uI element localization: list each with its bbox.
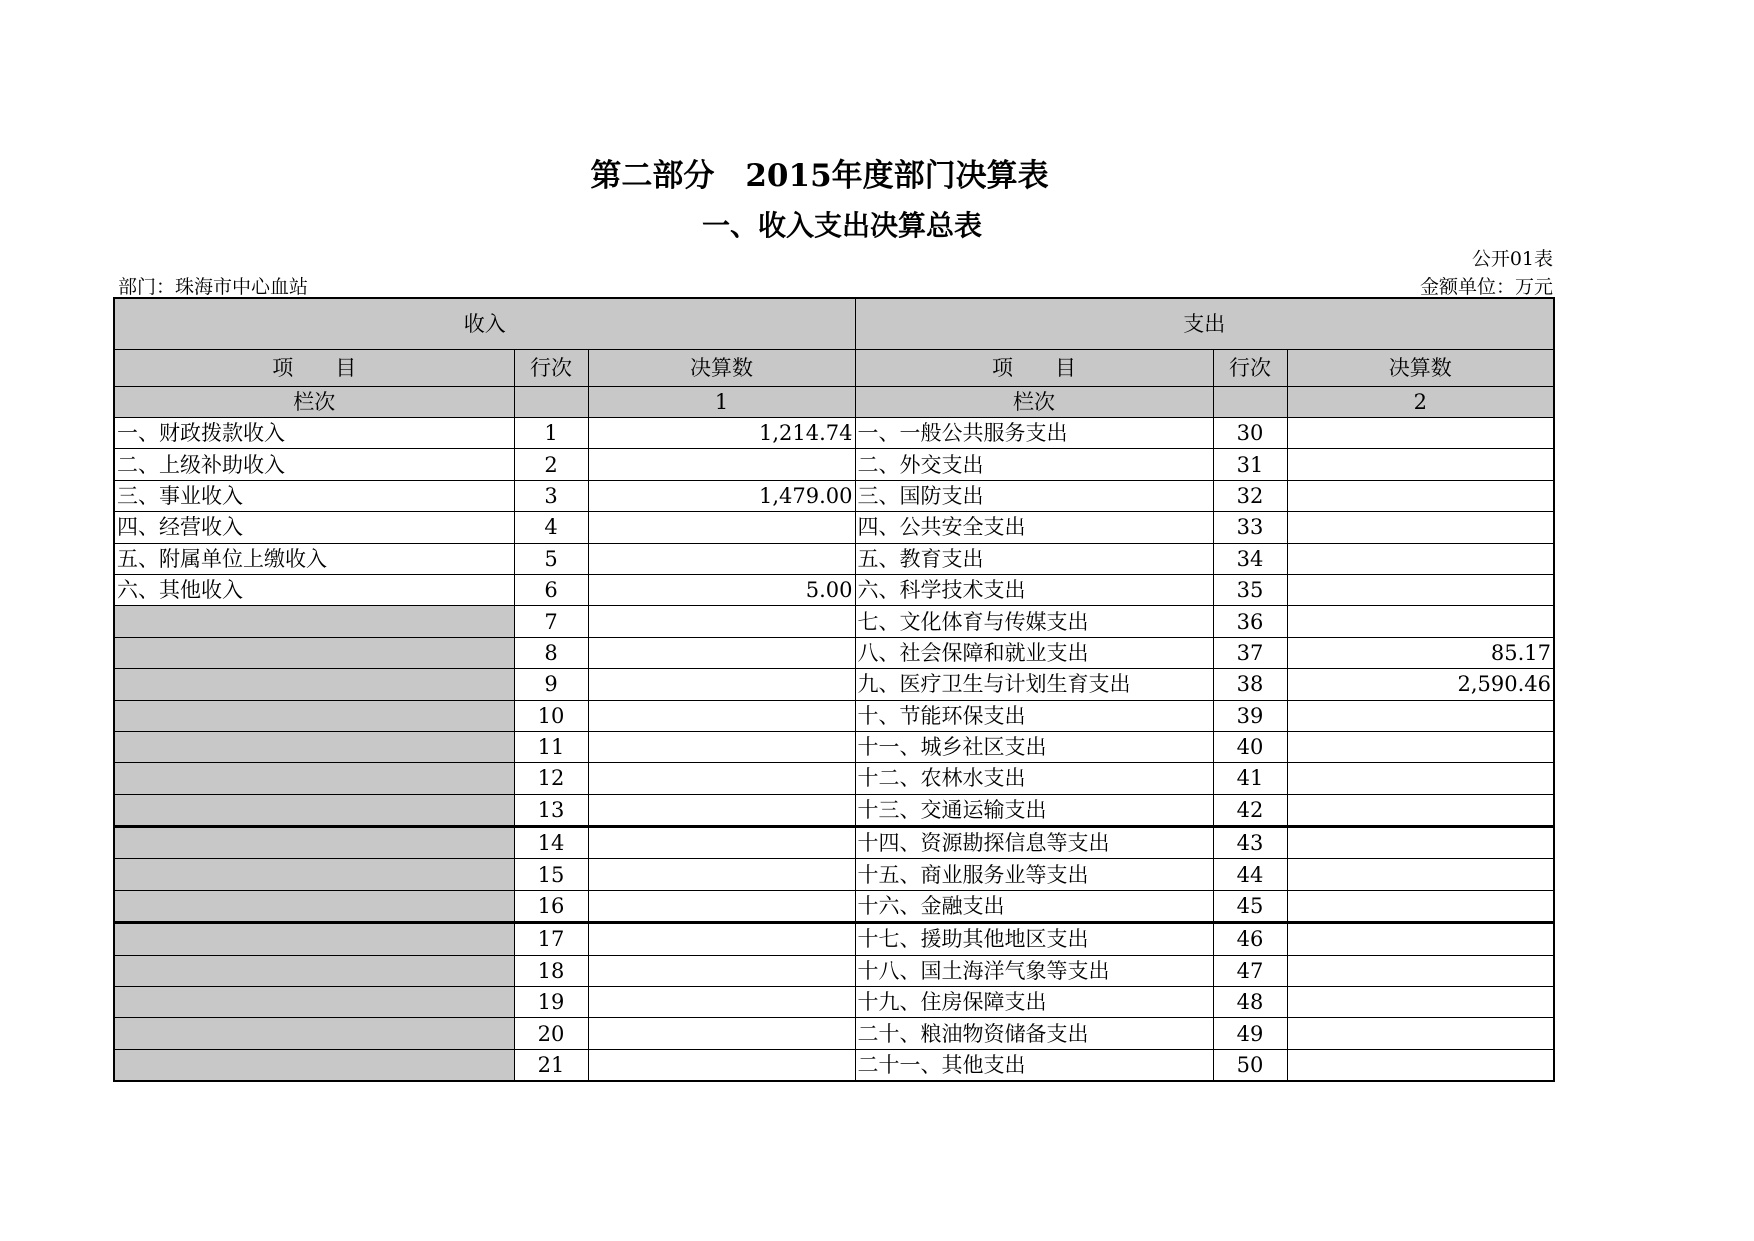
expense-line-cell: 47 bbox=[1213, 955, 1287, 986]
expense-item-cell: 十二、农林水支出 bbox=[855, 763, 1213, 794]
expense-line-cell: 46 bbox=[1213, 923, 1287, 955]
expense-amount-cell bbox=[1287, 955, 1554, 986]
expense-item-cell: 二十、粮油物资储备支出 bbox=[855, 1018, 1213, 1049]
expense-amount-cell bbox=[1287, 418, 1554, 449]
income-header: 收入 bbox=[114, 298, 855, 350]
table-row bbox=[114, 1049, 1554, 1081]
expense-line-cell: 45 bbox=[1213, 890, 1287, 922]
expense-column-blank bbox=[1213, 387, 1287, 418]
expense-item-cell: 九、医疗卫生与计划生育支出 bbox=[855, 669, 1213, 700]
income-line-cell: 19 bbox=[514, 987, 588, 1018]
income-line-cell: 6 bbox=[514, 574, 588, 605]
expense-amount-cell bbox=[1287, 543, 1554, 574]
table-row bbox=[114, 418, 1554, 449]
income-item-cell bbox=[114, 700, 514, 731]
table-row bbox=[114, 1018, 1554, 1049]
income-line-cell: 4 bbox=[514, 512, 588, 543]
expense-amount-cell bbox=[1287, 1018, 1554, 1049]
income-line-cell: 1 bbox=[514, 418, 588, 449]
income-line-cell: 10 bbox=[514, 700, 588, 731]
expense-line-cell: 40 bbox=[1213, 731, 1287, 762]
income-line-cell: 9 bbox=[514, 669, 588, 700]
table-row bbox=[114, 955, 1554, 986]
income-item-cell bbox=[114, 606, 514, 637]
income-item-cell bbox=[114, 637, 514, 668]
income-amount-cell bbox=[588, 449, 855, 480]
expense-column-label: 栏次 bbox=[855, 387, 1213, 418]
expense-amount-cell bbox=[1287, 987, 1554, 1018]
table-code: 公开01表 bbox=[1471, 248, 1553, 270]
expense-item-cell: 三、国防支出 bbox=[855, 480, 1213, 511]
expense-amount-cell bbox=[1287, 859, 1554, 890]
income-amount-cell bbox=[588, 987, 855, 1018]
unit-label: 金额单位：万元 bbox=[1419, 276, 1553, 298]
income-line-cell: 2 bbox=[514, 449, 588, 480]
expense-amount-cell bbox=[1287, 574, 1554, 605]
income-line-cell: 14 bbox=[514, 827, 588, 859]
income-amount-cell: 1,214.74 bbox=[588, 418, 855, 449]
expense-item-cell: 十、节能环保支出 bbox=[855, 700, 1213, 731]
income-line-cell: 21 bbox=[514, 1049, 588, 1081]
expense-item-cell: 四、公共安全支出 bbox=[855, 512, 1213, 543]
report-title: 第二部分 2015年度部门决算表 bbox=[590, 158, 1049, 194]
expense-item-cell: 二十一、其他支出 bbox=[855, 1049, 1213, 1081]
income-amount-cell bbox=[588, 731, 855, 762]
income-line-cell: 17 bbox=[514, 923, 588, 955]
report-subtitle: 一、收入支出决算总表 bbox=[701, 209, 982, 242]
table-row bbox=[114, 859, 1554, 890]
expense-amount-cell bbox=[1287, 890, 1554, 922]
expense-line-cell: 39 bbox=[1213, 700, 1287, 731]
table-row bbox=[114, 574, 1554, 605]
income-line-cell: 11 bbox=[514, 731, 588, 762]
expense-item-cell: 七、文化体育与传媒支出 bbox=[855, 606, 1213, 637]
income-amount-cell bbox=[588, 859, 855, 890]
expense-amount-header: 决算数 bbox=[1287, 350, 1554, 387]
income-amount-cell bbox=[588, 763, 855, 794]
income-item-cell bbox=[114, 955, 514, 986]
income-amount-cell bbox=[588, 669, 855, 700]
income-item-cell bbox=[114, 1049, 514, 1081]
expense-line-cell: 48 bbox=[1213, 987, 1287, 1018]
expense-amount-cell bbox=[1287, 731, 1554, 762]
income-line-cell: 8 bbox=[514, 637, 588, 668]
expense-item-cell: 十五、商业服务业等支出 bbox=[855, 859, 1213, 890]
income-item-cell bbox=[114, 890, 514, 922]
income-line-cell: 13 bbox=[514, 794, 588, 826]
expense-amount-cell bbox=[1287, 700, 1554, 731]
expense-column-number: 2 bbox=[1287, 387, 1554, 418]
table-row bbox=[114, 794, 1554, 826]
expense-item-header: 项 目 bbox=[855, 350, 1213, 387]
income-amount-header: 决算数 bbox=[588, 350, 855, 387]
expense-item-cell: 二、外交支出 bbox=[855, 449, 1213, 480]
income-line-cell: 16 bbox=[514, 890, 588, 922]
income-amount-cell: 5.00 bbox=[588, 574, 855, 605]
table-row bbox=[114, 923, 1554, 955]
income-line-cell: 5 bbox=[514, 543, 588, 574]
expense-line-cell: 35 bbox=[1213, 574, 1287, 605]
table-row bbox=[114, 449, 1554, 480]
expense-amount-cell bbox=[1287, 1049, 1554, 1081]
income-item-cell bbox=[114, 794, 514, 826]
income-item-cell bbox=[114, 669, 514, 700]
income-line-cell: 3 bbox=[514, 480, 588, 511]
income-column-number: 1 bbox=[588, 387, 855, 418]
income-line-cell: 20 bbox=[514, 1018, 588, 1049]
expense-line-cell: 34 bbox=[1213, 543, 1287, 574]
income-item-cell bbox=[114, 923, 514, 955]
expense-item-cell: 六、科学技术支出 bbox=[855, 574, 1213, 605]
table-row bbox=[114, 669, 1554, 700]
income-amount-cell bbox=[588, 1049, 855, 1081]
expense-item-cell: 十六、金融支出 bbox=[855, 890, 1213, 922]
expense-item-cell: 十八、国土海洋气象等支出 bbox=[855, 955, 1213, 986]
income-line-cell: 7 bbox=[514, 606, 588, 637]
income-amount-cell bbox=[588, 700, 855, 731]
expense-amount-cell bbox=[1287, 480, 1554, 511]
income-expense-table bbox=[113, 297, 1555, 1082]
income-amount-cell bbox=[588, 543, 855, 574]
expense-line-cell: 37 bbox=[1213, 637, 1287, 668]
table-row bbox=[114, 763, 1554, 794]
income-amount-cell: 1,479.00 bbox=[588, 480, 855, 511]
income-item-cell bbox=[114, 731, 514, 762]
expense-line-cell: 50 bbox=[1213, 1049, 1287, 1081]
income-item-cell: 三、事业收入 bbox=[114, 480, 514, 511]
expense-amount-cell bbox=[1287, 606, 1554, 637]
expense-item-cell: 十一、城乡社区支出 bbox=[855, 731, 1213, 762]
expense-line-cell: 44 bbox=[1213, 859, 1287, 890]
table-row bbox=[114, 987, 1554, 1018]
income-amount-cell bbox=[588, 955, 855, 986]
income-item-cell: 一、财政拨款收入 bbox=[114, 418, 514, 449]
table-row bbox=[114, 543, 1554, 574]
table-row bbox=[114, 606, 1554, 637]
expense-item-cell: 十九、住房保障支出 bbox=[855, 987, 1213, 1018]
income-item-cell: 四、经营收入 bbox=[114, 512, 514, 543]
income-item-cell bbox=[114, 1018, 514, 1049]
expense-header: 支出 bbox=[855, 298, 1554, 350]
income-column-label: 栏次 bbox=[114, 387, 514, 418]
income-item-cell bbox=[114, 763, 514, 794]
income-item-cell bbox=[114, 987, 514, 1018]
table-row bbox=[114, 480, 1554, 511]
table-row bbox=[114, 731, 1554, 762]
expense-item-cell: 十七、援助其他地区支出 bbox=[855, 923, 1213, 955]
income-amount-cell bbox=[588, 606, 855, 637]
expense-line-cell: 30 bbox=[1213, 418, 1287, 449]
table-row bbox=[114, 512, 1554, 543]
expense-amount-cell bbox=[1287, 763, 1554, 794]
expense-item-cell: 五、教育支出 bbox=[855, 543, 1213, 574]
income-item-cell: 六、其他收入 bbox=[114, 574, 514, 605]
income-amount-cell bbox=[588, 890, 855, 922]
expense-amount-cell bbox=[1287, 827, 1554, 859]
expense-line-cell: 43 bbox=[1213, 827, 1287, 859]
department-label: 部门：珠海市中心血站 bbox=[118, 276, 309, 298]
income-amount-cell bbox=[588, 512, 855, 543]
expense-line-cell: 42 bbox=[1213, 794, 1287, 826]
income-item-cell bbox=[114, 827, 514, 859]
income-item-cell bbox=[114, 859, 514, 890]
expense-item-cell: 十四、资源勘探信息等支出 bbox=[855, 827, 1213, 859]
expense-item-cell: 一、一般公共服务支出 bbox=[855, 418, 1213, 449]
income-item-cell: 五、附属单位上缴收入 bbox=[114, 543, 514, 574]
expense-line-cell: 31 bbox=[1213, 449, 1287, 480]
expense-line-cell: 36 bbox=[1213, 606, 1287, 637]
income-line-cell: 12 bbox=[514, 763, 588, 794]
income-line-header: 行次 bbox=[514, 350, 588, 387]
table-row bbox=[114, 827, 1554, 859]
table-row bbox=[114, 637, 1554, 668]
income-line-cell: 18 bbox=[514, 955, 588, 986]
expense-amount-cell bbox=[1287, 449, 1554, 480]
income-amount-cell bbox=[588, 637, 855, 668]
income-column-blank bbox=[514, 387, 588, 418]
income-amount-cell bbox=[588, 794, 855, 826]
expense-line-header: 行次 bbox=[1213, 350, 1287, 387]
expense-line-cell: 33 bbox=[1213, 512, 1287, 543]
income-item-cell: 二、上级补助收入 bbox=[114, 449, 514, 480]
table-row bbox=[114, 700, 1554, 731]
income-item-header: 项 目 bbox=[114, 350, 514, 387]
income-amount-cell bbox=[588, 923, 855, 955]
expense-amount-cell: 85.17 bbox=[1287, 637, 1554, 668]
income-amount-cell bbox=[588, 827, 855, 859]
expense-amount-cell bbox=[1287, 794, 1554, 826]
expense-amount-cell bbox=[1287, 923, 1554, 955]
expense-amount-cell: 2,590.46 bbox=[1287, 669, 1554, 700]
table-row bbox=[114, 890, 1554, 922]
expense-item-cell: 八、社会保障和就业支出 bbox=[855, 637, 1213, 668]
expense-amount-cell bbox=[1287, 512, 1554, 543]
expense-item-cell: 十三、交通运输支出 bbox=[855, 794, 1213, 826]
income-line-cell: 15 bbox=[514, 859, 588, 890]
expense-line-cell: 38 bbox=[1213, 669, 1287, 700]
expense-line-cell: 32 bbox=[1213, 480, 1287, 511]
income-amount-cell bbox=[588, 1018, 855, 1049]
expense-line-cell: 49 bbox=[1213, 1018, 1287, 1049]
expense-line-cell: 41 bbox=[1213, 763, 1287, 794]
